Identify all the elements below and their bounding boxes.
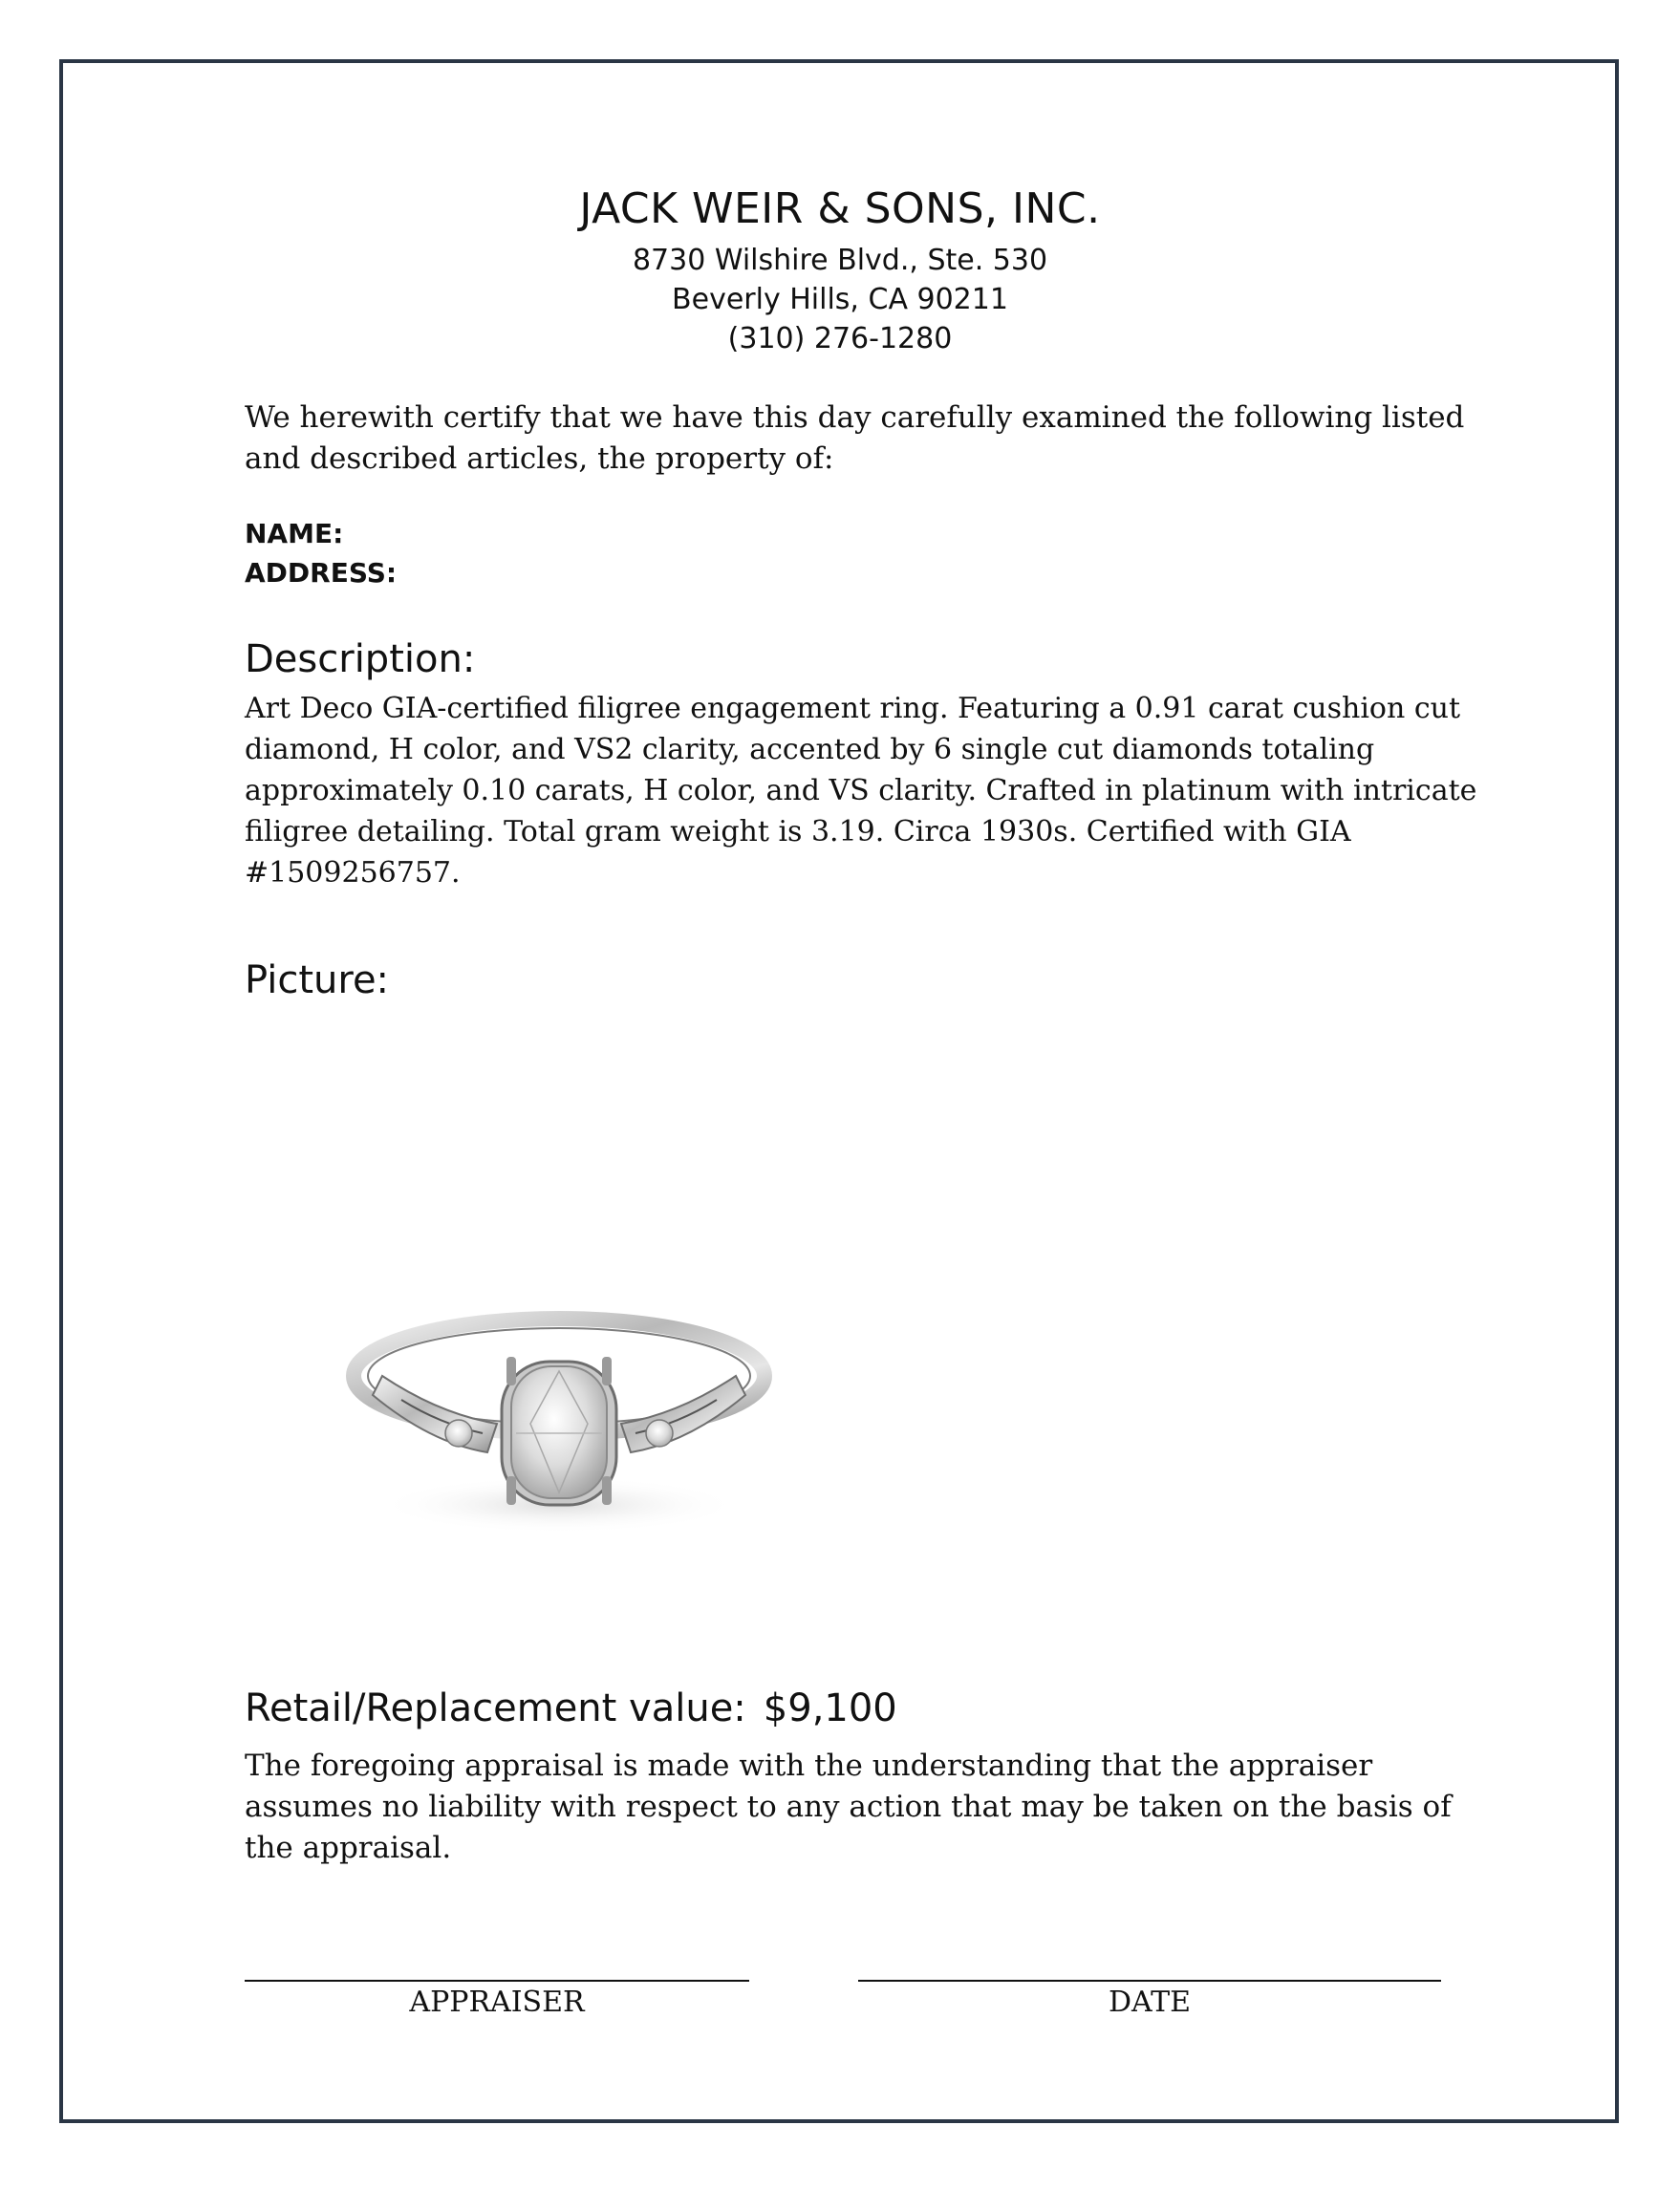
company-phone: (310) 276-1280: [727, 322, 953, 355]
company-name: JACK WEIR & SONS, INC.: [579, 184, 1101, 233]
appraiser-signature-line: [245, 1980, 749, 1982]
disclaimer-text: The foregoing appraisal is made with the understanding that the appraiser assumes no liability with respect to any action that may be taken on the basis of the appraisal.: [245, 1749, 1452, 1865]
date-signature-line: [858, 1980, 1441, 1982]
picture-title: Picture:: [245, 958, 390, 1002]
date-label: DATE: [1109, 1986, 1191, 2019]
company-address-line1: 8730 Wilshire Blvd., Ste. 530: [632, 244, 1048, 277]
replacement-value-label: Retail/Replacement value:: [245, 1686, 746, 1730]
description-title: Description:: [245, 637, 476, 681]
appraiser-label: APPRAISER: [409, 1986, 585, 2019]
certification-statement: We herewith certify that we have this day carefully examined the following listed and described articles, the property of:: [245, 400, 1465, 476]
replacement-value: [245, 1686, 897, 1730]
description-text: Art Deco GIA-certified filigree engagement ring. Featuring a 0.91 carat cushion cut diamond, H color, and VS2 clarity, accented by 6 single cut diamonds totaling approximately 0.10 carats, H color, and VS clarity. Crafted in platinum with intricate filigree detailing. Total gram weight is 3.19. Circa 1930s. Certified with GIA #1509256757.: [245, 692, 1477, 890]
ring-photo: [344, 1233, 793, 1548]
address-label: ADDRESS:: [245, 557, 398, 589]
replacement-value-amount: $9,100: [763, 1686, 897, 1730]
name-label: NAME:: [245, 518, 344, 549]
company-address-line2: Beverly Hills, CA 90211: [672, 283, 1008, 316]
